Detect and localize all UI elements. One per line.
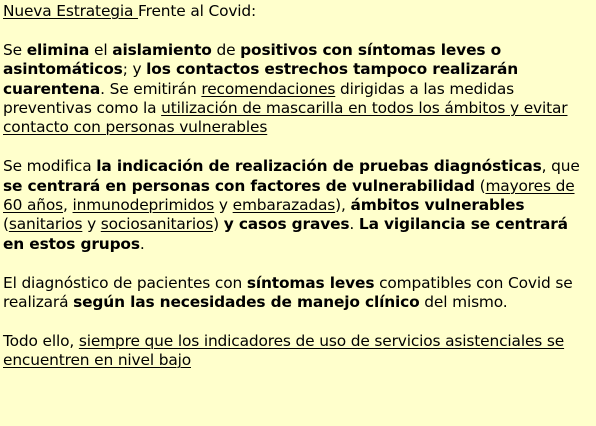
title-rest: Frente al Covid: bbox=[138, 2, 257, 20]
bold-text: los contactos estrechos tampoco realizarán cuarentena bbox=[3, 60, 519, 98]
paragraph-diagnosis bbox=[3, 274, 592, 313]
text: el bbox=[89, 40, 113, 59]
bold-text: y casos graves bbox=[223, 215, 350, 234]
bold-text: ámbitos vulnerables bbox=[350, 196, 525, 215]
bold-text: síntomas leves bbox=[246, 273, 375, 292]
underlined-text: utilización de mascarilla en todos los ámbitos y evitar contacto con personas vulnerables bbox=[3, 99, 568, 137]
text: Se modifica bbox=[3, 157, 97, 176]
text: ) bbox=[213, 215, 224, 234]
bold-text: la indicación de realización de pruebas diagnósticas bbox=[96, 157, 542, 176]
bold-text: según las necesidades de manejo clínico bbox=[73, 293, 420, 312]
text: , que bbox=[541, 157, 580, 176]
bold-text: aislamiento bbox=[112, 40, 212, 59]
underlined-text: siempre que los indicadores de uso de servicios asistenciales se encuentren en nivel bajo bbox=[3, 331, 565, 370]
text: de bbox=[211, 40, 241, 59]
paragraph-gap bbox=[3, 312, 592, 331]
paragraph-isolation bbox=[3, 41, 592, 138]
text: . bbox=[139, 234, 145, 253]
text: dirigidas a las medidas preventivas como la bbox=[3, 79, 515, 118]
text: ; y bbox=[122, 60, 147, 79]
text: , bbox=[63, 196, 73, 215]
paragraph-testing bbox=[3, 157, 592, 254]
text: y bbox=[82, 215, 101, 234]
text: Se bbox=[3, 40, 27, 59]
paragraph-gap bbox=[3, 254, 592, 273]
underlined-text: sanitarios bbox=[8, 215, 83, 234]
text: del mismo. bbox=[419, 293, 508, 312]
paragraph-conditions bbox=[3, 332, 592, 371]
paragraph-gap bbox=[3, 138, 592, 157]
text: ), bbox=[335, 196, 351, 215]
underlined-text: recomendaciones bbox=[201, 79, 336, 98]
paragraph-gap bbox=[3, 21, 592, 40]
text: ( bbox=[474, 176, 486, 195]
text: El diagnóstico de pacientes con bbox=[3, 273, 247, 292]
underlined-text: inmunodeprimidos bbox=[72, 196, 215, 215]
text: Todo ello, bbox=[3, 331, 79, 350]
text: . bbox=[349, 215, 359, 234]
text: y bbox=[214, 196, 233, 215]
title-underlined: Nueva Estrategia bbox=[3, 2, 139, 20]
document-title bbox=[3, 2, 592, 21]
bold-text: positivos con síntomas leves o asintomáticos bbox=[3, 40, 501, 79]
bold-text: se centrará en personas con factores de vulnerabilidad bbox=[3, 176, 475, 195]
bold-text: La vigilancia se centrará en estos grupos bbox=[3, 215, 568, 253]
bold-text: elimina bbox=[26, 40, 90, 59]
underlined-text: embarazadas bbox=[232, 196, 336, 215]
text: ( bbox=[3, 215, 9, 234]
text: . Se emitirán bbox=[100, 79, 202, 98]
underlined-text: sociosanitarios bbox=[100, 215, 214, 234]
text: compatibles con Covid se realizará bbox=[3, 273, 573, 312]
underlined-text: mayores de 60 años bbox=[3, 176, 575, 215]
